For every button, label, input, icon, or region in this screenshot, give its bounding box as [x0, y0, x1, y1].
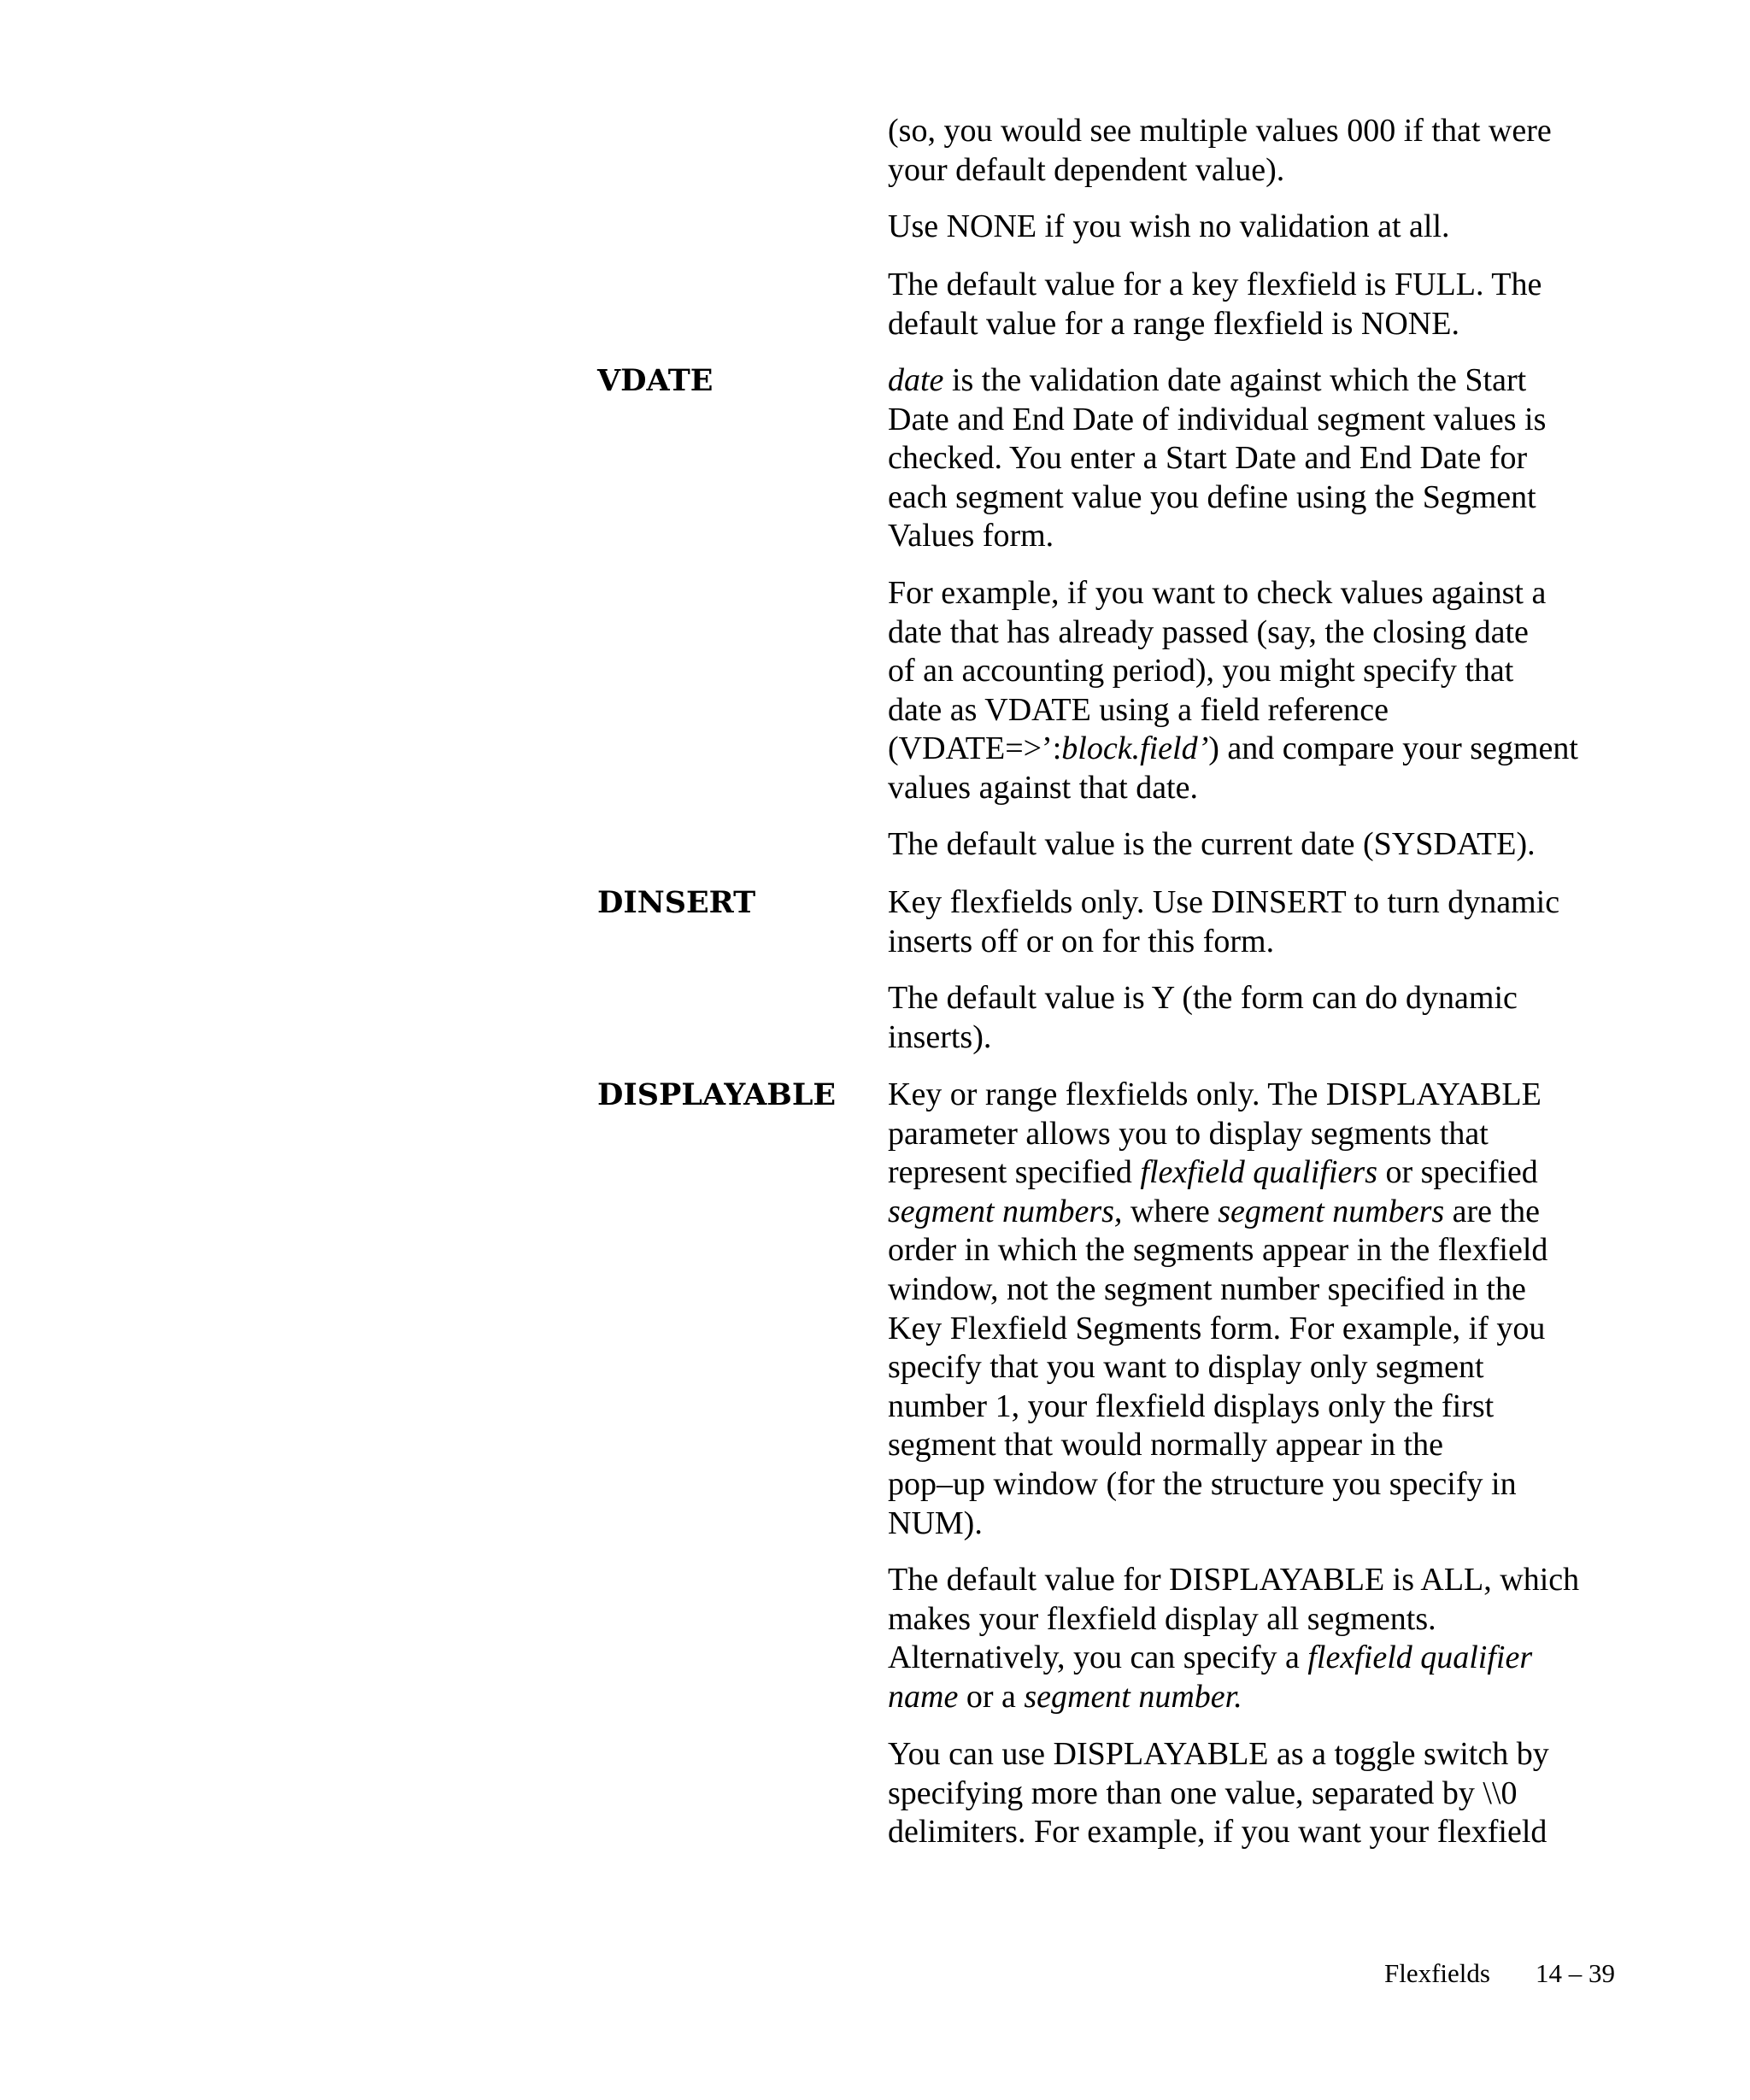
text-line: (so, you would see multiple values 000 if that were: [888, 113, 1552, 149]
italic-text: name: [888, 1678, 959, 1715]
text-line: your default dependent value).: [888, 151, 1285, 188]
text-line: makes your flexfield display all segments.: [888, 1600, 1436, 1637]
term-heading: VDATE: [597, 363, 714, 398]
text-line: segment that would normally appear in the: [888, 1427, 1444, 1464]
para-3-0: [888, 1076, 1640, 1543]
para-1-1: [888, 574, 1640, 808]
para-0-1: [888, 208, 1640, 247]
text-line: The default value for a key flexfield is FULL. The: [888, 267, 1542, 302]
text-line: specifying more than one value, separated by \\0: [888, 1774, 1518, 1811]
text-line: name or a segment number.: [888, 1678, 1242, 1715]
text-line: delimiters. For example, if you want your flexfield: [888, 1814, 1547, 1851]
italic-text: date: [888, 362, 944, 398]
text-line: Key Flexfield Segments form. For example, if you: [888, 1310, 1546, 1346]
para-0-2: [888, 266, 1640, 343]
italic-text: flexfield qualifiers: [1140, 1154, 1377, 1191]
text-line: order in which the segments appear in the flexfield: [888, 1232, 1548, 1269]
text-line: (VDATE=>’:block.field’) and compare your segment: [888, 730, 1578, 767]
text-line: number 1, your flexfield displays only the first: [888, 1387, 1495, 1424]
footer-section-title: Flexfields: [1384, 1958, 1490, 1988]
text-line: Use NONE if you wish no validation at all.: [888, 208, 1450, 244]
text-line: You can use DISPLAYABLE as a toggle switch by: [888, 1736, 1549, 1772]
para-3-2: [888, 1735, 1640, 1852]
text-line: of an accounting period), you might specify that: [888, 653, 1514, 689]
text-line: each segment value you define using the Segment: [888, 478, 1536, 515]
text-line: window, not the segment number specified in the: [888, 1270, 1526, 1307]
text-line: For example, if you want to check values against a: [888, 575, 1547, 611]
text-line: parameter allows you to display segments that: [888, 1115, 1489, 1152]
italic-text: block.field’: [1061, 730, 1209, 767]
text-line: date that has already passed (say, the closing date: [888, 613, 1529, 650]
text-line: date as VDATE using a field reference: [888, 691, 1389, 728]
text-line: checked. You enter a Start Date and End Date for: [888, 440, 1528, 477]
italic-text: segment number.: [1024, 1678, 1242, 1715]
text-line: pop–up window (for the structure you specify in: [888, 1465, 1517, 1502]
text-line: inserts).: [888, 1018, 992, 1055]
term-heading: DISPLAYABLE: [597, 1077, 837, 1112]
para-2-0: [888, 883, 1640, 961]
para-0-0: [888, 112, 1640, 190]
text-line: Date and End Date of individual segment values is: [888, 401, 1547, 437]
para-1-2: [888, 825, 1640, 865]
text-line: date is the validation date against which the Start: [888, 362, 1527, 398]
text-line: values against that date.: [888, 769, 1198, 806]
text-line: represent specified flexfield qualifiers or specified: [888, 1154, 1538, 1191]
para-2-1: [888, 979, 1640, 1057]
text-line: segment numbers, where segment numbers are the: [888, 1193, 1540, 1229]
text-line: Key flexfields only. Use DINSERT to turn dynamic: [888, 884, 1560, 920]
text-line: Key or range flexfields only. The DISPLAYABLE: [888, 1076, 1542, 1112]
text-line: inserts off or on for this form.: [888, 923, 1275, 959]
text-line: The default value for DISPLAYABLE is ALL, which: [888, 1562, 1580, 1598]
text-line: default value for a range flexfield is NONE.: [888, 305, 1459, 342]
para-3-1: [888, 1561, 1640, 1716]
italic-text: flexfield qualifier: [1307, 1640, 1533, 1676]
text-line: specify that you want to display only segment: [888, 1349, 1484, 1386]
text-line: The default value is the current date (SYSDATE).: [888, 826, 1536, 862]
italic-text: segment numbers,: [888, 1193, 1123, 1229]
term-heading: DINSERT: [597, 885, 756, 920]
text-line: Values form.: [888, 518, 1054, 554]
text-line: Alternatively, you can specify a flexfield qualifier: [888, 1640, 1533, 1676]
text-line: NUM).: [888, 1505, 983, 1541]
para-1-0: [888, 361, 1640, 556]
page-number: 14 – 39: [1536, 1958, 1615, 1988]
italic-text: segment numbers: [1218, 1193, 1445, 1229]
text-line: The default value is Y (the form can do dynamic: [888, 980, 1518, 1016]
